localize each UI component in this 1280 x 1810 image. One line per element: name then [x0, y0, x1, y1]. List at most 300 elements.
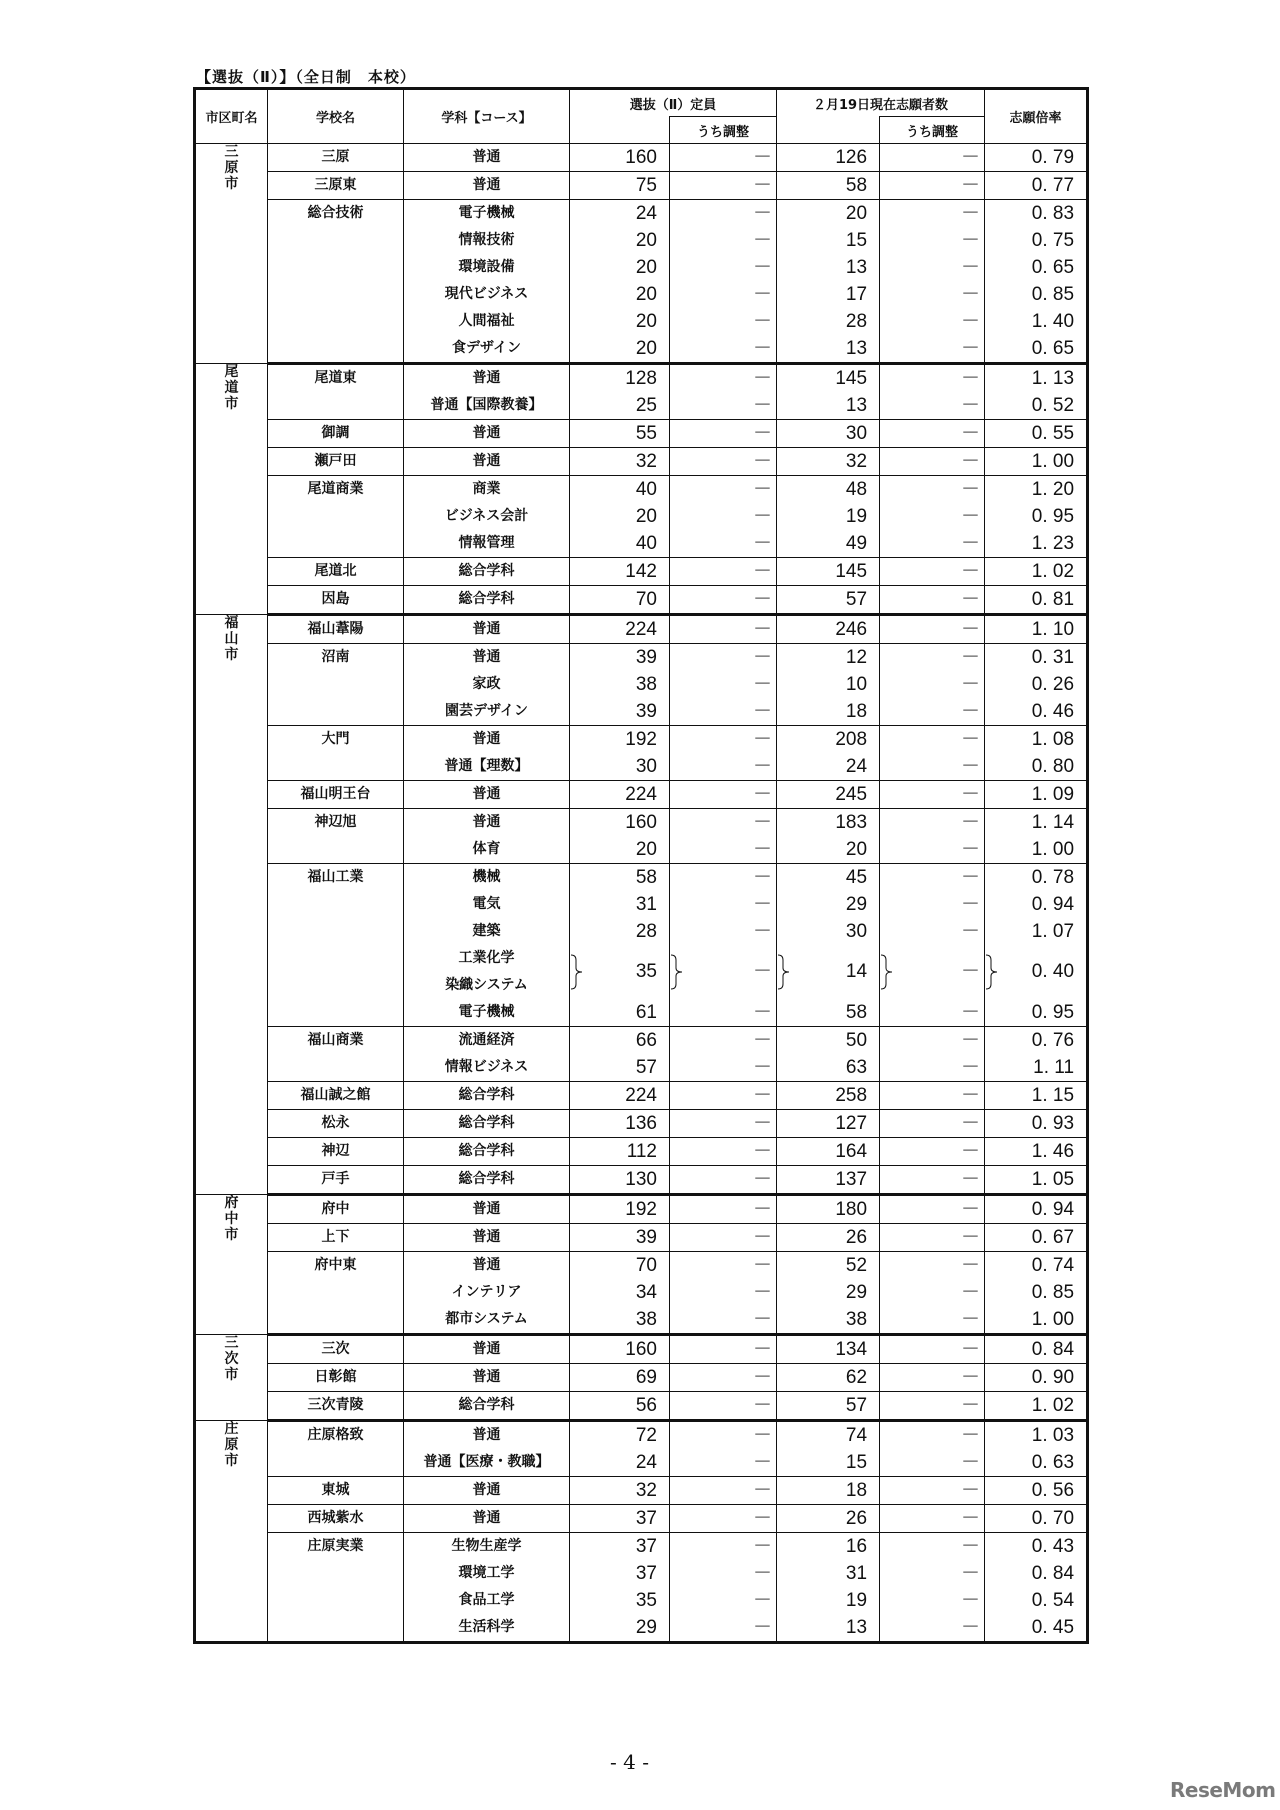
- applicants-adj-cell: [880, 364, 985, 420]
- applicants-adj-cell-value: －: [961, 284, 981, 305]
- applicants-adj-cell-value: －: [961, 1255, 981, 1276]
- school-name: [268, 1027, 404, 1082]
- dept-cell: [404, 781, 570, 809]
- school-row: [195, 781, 1088, 809]
- dept-cell: [404, 1392, 570, 1421]
- applicants-adj-cell-value: －: [961, 257, 981, 278]
- ratio-cell-value: 0. 54: [1031, 1590, 1075, 1611]
- header-ratio: 志願倍率: [985, 89, 1088, 144]
- quota-adj-cell-value: －: [753, 230, 773, 251]
- school-row: [195, 364, 1088, 420]
- school-label: 神辺: [321, 1143, 350, 1159]
- quota-cell-value: 57: [635, 1057, 657, 1078]
- dept-label: 人間福祉: [458, 313, 515, 329]
- dept-cell: [404, 1364, 570, 1392]
- applicants-adj-cell-value: －: [961, 784, 981, 805]
- applicants-cell: [777, 586, 880, 615]
- quota-adj-cell: [670, 1335, 777, 1364]
- ratio-cell-value: 0. 83: [1031, 203, 1075, 224]
- city-char: 市: [224, 1227, 239, 1243]
- quota-cell: [570, 1027, 670, 1082]
- dept-cell: [404, 1110, 570, 1138]
- applicants-adj-cell-value: －: [961, 1617, 981, 1638]
- quota-cell: [570, 809, 670, 864]
- applicants-adj-cell: [880, 1505, 985, 1533]
- dept-label: 家政: [472, 676, 501, 692]
- quota-adj-cell-value: －: [753, 1508, 773, 1529]
- applicants-cell-value: 145: [835, 561, 868, 582]
- school-name: [268, 1533, 404, 1643]
- applicants-adj-cell-value: －: [961, 203, 981, 224]
- city-char: 三: [224, 1335, 239, 1351]
- applicants-cell-value: 74: [845, 1425, 868, 1446]
- dept-label: 普通: [472, 453, 501, 469]
- quota-cell-value: 61: [635, 1002, 657, 1023]
- quota-adj-cell: [670, 864, 777, 1027]
- applicants-cell: [777, 1477, 880, 1505]
- ratio-cell: [985, 1477, 1088, 1505]
- dept-label: 普通: [472, 425, 501, 441]
- ratio-cell: [985, 476, 1088, 558]
- quota-cell-value: 224: [625, 1085, 657, 1106]
- applicants-cell-value: 57: [845, 1395, 868, 1416]
- ratio-cell: [985, 1252, 1088, 1335]
- dept-label: 建築: [472, 923, 501, 939]
- school-label: 沼南: [321, 649, 350, 665]
- quota-cell-value: 142: [625, 561, 657, 582]
- dept-label: 普通: [472, 1427, 501, 1443]
- quota-cell: [570, 1505, 670, 1533]
- quota-adj-cell-value: －: [753, 784, 773, 805]
- quota-adj-cell-value: －: [753, 647, 773, 668]
- ratio-cell: [985, 172, 1088, 200]
- applicants-adj-cell-value: －: [961, 1057, 981, 1078]
- quota-cell-value: 20: [635, 284, 657, 305]
- applicants-cell-value: 16: [845, 1536, 868, 1557]
- quota-adj-cell: [670, 420, 777, 448]
- table-caption: 【選抜（Ⅱ）】（全日制 本校）: [196, 68, 416, 86]
- applicants-cell-value: 180: [835, 1199, 868, 1220]
- applicants-adj-cell-value: －: [961, 894, 981, 915]
- applicants-adj-cell-value: －: [961, 175, 981, 196]
- dept-label: 普通: [472, 1229, 501, 1245]
- applicants-cell: [777, 864, 880, 1027]
- applicants-cell: [777, 1195, 880, 1224]
- dept-label: 総合学科: [458, 563, 515, 579]
- applicants-adj-cell-value: －: [961, 338, 981, 359]
- ratio-cell-value: 0. 94: [1031, 894, 1075, 915]
- dept-label: 普通: [472, 1369, 501, 1385]
- city-char: 市: [224, 176, 239, 192]
- city-char: 原: [224, 1437, 239, 1453]
- quota-adj-cell-value: －: [753, 1395, 773, 1416]
- applicants-cell-value: 17: [845, 284, 868, 305]
- quota-adj-cell: [670, 1195, 777, 1224]
- quota-cell: [570, 586, 670, 615]
- quota-adj-cell-value: －: [753, 1480, 773, 1501]
- school-label: 総合技術: [307, 205, 364, 221]
- applicants-adj-cell: [880, 1195, 985, 1224]
- brace-icon: [670, 954, 684, 990]
- applicants-adj-cell-value: －: [961, 1030, 981, 1051]
- dept-label: 普通: [472, 786, 501, 802]
- applicants-adj-cell: [880, 558, 985, 586]
- quota-adj-cell-value: －: [753, 423, 773, 444]
- quota-adj-cell-value: －: [753, 1169, 773, 1190]
- quota-adj-cell-value: －: [753, 203, 773, 224]
- school-label: 御調: [321, 425, 350, 441]
- school-name: [268, 586, 404, 615]
- applicants-adj-cell-value: －: [961, 756, 981, 777]
- dept-label: 商業: [472, 481, 501, 497]
- applicants-adj-cell: [880, 726, 985, 781]
- header-quota-adj: うち調整: [670, 117, 777, 144]
- quota-adj-cell-value: －: [753, 1282, 773, 1303]
- applicants-cell: [777, 1421, 880, 1477]
- applicants-cell: [777, 1027, 880, 1082]
- quota-cell: [570, 644, 670, 726]
- school-name: [268, 1110, 404, 1138]
- school-name: [268, 615, 404, 644]
- applicants-adj-cell-value: －: [961, 1141, 981, 1162]
- ratio-cell-value: 1. 03: [1031, 1425, 1075, 1446]
- school-name: [268, 1335, 404, 1364]
- dept-label: 電気: [472, 896, 501, 912]
- quota-cell-value: 20: [635, 230, 657, 251]
- applicants-cell-value: 30: [845, 423, 868, 444]
- quota-cell-value: 29: [635, 1617, 657, 1638]
- school-name: [268, 1477, 404, 1505]
- school-name: [268, 200, 404, 364]
- quota-cell: [570, 364, 670, 420]
- quota-cell: [570, 864, 670, 1027]
- admissions-table: [193, 87, 1089, 1644]
- ratio-cell-value: 0. 80: [1031, 756, 1075, 777]
- applicants-adj-cell-value: －: [961, 368, 981, 389]
- header-school: 学校名: [268, 89, 404, 144]
- applicants-cell-value: 28: [845, 311, 868, 332]
- quota-adj-cell-value: －: [753, 1339, 773, 1360]
- school-row: [195, 1195, 1088, 1224]
- quota-cell: [570, 1224, 670, 1252]
- ratio-cell: [985, 200, 1088, 364]
- dept-label: インテリア: [451, 1284, 522, 1300]
- applicants-cell-value: 32: [845, 451, 868, 472]
- ratio-cell: [985, 1195, 1088, 1224]
- school-name: [268, 1166, 404, 1195]
- quota-adj-cell-value: －: [753, 1452, 773, 1473]
- city-char: 道: [224, 380, 239, 396]
- applicants-adj-cell: [880, 1082, 985, 1110]
- quota-cell: [570, 448, 670, 476]
- quota-cell: [570, 1392, 670, 1421]
- applicants-cell: [777, 1082, 880, 1110]
- quota-adj-cell-value: －: [753, 1141, 773, 1162]
- quota-cell-value: 224: [625, 784, 657, 805]
- quota-cell: [570, 1421, 670, 1477]
- dept-cell: [404, 448, 570, 476]
- quota-cell-value: 28: [635, 921, 657, 942]
- quota-cell-value: 70: [635, 1255, 657, 1276]
- applicants-adj-cell-value: －: [961, 1113, 981, 1134]
- applicants-adj-cell: [880, 1166, 985, 1195]
- quota-cell-value: 30: [635, 756, 657, 777]
- ratio-cell-value: 1. 15: [1031, 1085, 1075, 1106]
- dept-cell: [404, 726, 570, 781]
- quota-cell: [570, 558, 670, 586]
- school-name: [268, 1195, 404, 1224]
- quota-cell-value: 66: [635, 1030, 657, 1051]
- dept-cell: [404, 809, 570, 864]
- quota-adj-cell: [670, 364, 777, 420]
- applicants-cell-value: 19: [845, 1590, 868, 1611]
- dept-cell: [404, 1166, 570, 1195]
- quota-cell-value: 20: [635, 257, 657, 278]
- dept-cell: [404, 1505, 570, 1533]
- quota-adj-cell-value: －: [753, 1255, 773, 1276]
- applicants-adj-cell-value: －: [961, 867, 981, 888]
- applicants-adj-cell: [880, 864, 985, 1027]
- quota-adj-cell: [670, 448, 777, 476]
- quota-cell-value: 37: [635, 1508, 657, 1529]
- dept-cell: [404, 476, 570, 558]
- applicants-adj-cell-value: －: [961, 921, 981, 942]
- ratio-cell-value: 1. 00: [1031, 839, 1075, 860]
- quota-cell-value: 56: [635, 1395, 657, 1416]
- applicants-adj-cell: [880, 420, 985, 448]
- ratio-cell: [985, 1027, 1088, 1082]
- quota-cell-value: 130: [625, 1169, 657, 1190]
- quota-cell-value: 31: [635, 894, 657, 915]
- school-row: [195, 420, 1088, 448]
- school-label: 三次青陵: [307, 1397, 364, 1413]
- applicants-cell-value: 49: [845, 533, 868, 554]
- ratio-cell: [985, 644, 1088, 726]
- applicants-adj-cell-value: －: [961, 506, 981, 527]
- applicants-adj-cell-value: －: [961, 230, 981, 251]
- quota-cell-value: 160: [625, 1339, 657, 1360]
- dept-label: 都市システム: [445, 1311, 528, 1327]
- applicants-adj-cell-value: －: [961, 1480, 981, 1501]
- dept-cell: [404, 1224, 570, 1252]
- school-row: [195, 1533, 1088, 1643]
- applicants-cell: [777, 1364, 880, 1392]
- school-label: 瀬戸田: [314, 453, 357, 469]
- dept-label: 染織システム: [445, 977, 528, 993]
- dept-label: 普通: [472, 1201, 501, 1217]
- applicants-cell: [777, 615, 880, 644]
- quota-adj-cell-value: －: [753, 1057, 773, 1078]
- dept-cell: [404, 1082, 570, 1110]
- quota-adj-cell: [670, 1421, 777, 1477]
- school-row: [195, 1477, 1088, 1505]
- quota-cell-value: 75: [635, 175, 657, 196]
- city-char: 原: [224, 160, 239, 176]
- ratio-cell-value: 0. 40: [1031, 961, 1075, 982]
- applicants-adj-cell-value: －: [961, 1425, 981, 1446]
- applicants-cell-value: 15: [845, 1452, 868, 1473]
- quota-adj-cell-value: －: [753, 561, 773, 582]
- school-name: [268, 864, 404, 1027]
- applicants-cell: [777, 476, 880, 558]
- applicants-cell: [777, 144, 880, 172]
- school-name: [268, 448, 404, 476]
- applicants-cell-value: 52: [845, 1255, 868, 1276]
- dept-label: 食デザイン: [451, 340, 522, 356]
- quota-adj-cell-value: －: [753, 756, 773, 777]
- applicants-cell: [777, 781, 880, 809]
- dept-label: 普通: [472, 731, 501, 747]
- dept-label: 情報技術: [458, 232, 515, 248]
- school-label: 上下: [321, 1229, 350, 1245]
- quota-adj-cell-value: －: [753, 729, 773, 750]
- header-quota: 選抜（Ⅱ）定員: [570, 89, 777, 117]
- quota-cell-value: 24: [635, 1452, 657, 1473]
- applicants-adj-cell-value: －: [961, 647, 981, 668]
- dept-label: 総合学科: [458, 1087, 515, 1103]
- dept-cell: [404, 864, 570, 1027]
- city-char: 市: [224, 647, 239, 663]
- school-label: 大門: [321, 731, 350, 747]
- ratio-cell-value: 0. 65: [1031, 257, 1075, 278]
- applicants-cell-value: 137: [835, 1169, 868, 1190]
- city-name: [195, 1421, 268, 1643]
- applicants-cell: [777, 809, 880, 864]
- quota-adj-cell: [670, 1364, 777, 1392]
- dept-cell: [404, 615, 570, 644]
- quota-adj-cell-value: －: [753, 1425, 773, 1446]
- school-label: 松永: [321, 1115, 350, 1131]
- applicants-adj-cell-value: －: [961, 589, 981, 610]
- school-name: [268, 644, 404, 726]
- ratio-cell: [985, 420, 1088, 448]
- applicants-cell-value: 145: [835, 368, 868, 389]
- school-label: 尾道商業: [307, 481, 364, 497]
- dept-label: 普通【国際教養】: [430, 397, 543, 413]
- quota-adj-cell-value: －: [753, 812, 773, 833]
- school-label: 庄原実業: [307, 1538, 364, 1554]
- quota-adj-cell: [670, 781, 777, 809]
- quota-cell-value: 72: [635, 1425, 657, 1446]
- applicants-adj-cell-value: －: [961, 423, 981, 444]
- quota-adj-cell-value: －: [753, 1002, 773, 1023]
- school-row: [195, 1082, 1088, 1110]
- quota-cell-value: 39: [635, 647, 657, 668]
- quota-cell-value: 70: [635, 589, 657, 610]
- ratio-cell-value: 0. 26: [1031, 674, 1075, 695]
- applicants-cell: [777, 448, 880, 476]
- school-label: 庄原格致: [307, 1427, 364, 1443]
- quota-adj-cell-value: －: [753, 451, 773, 472]
- school-row: [195, 644, 1088, 726]
- dept-label: 普通: [472, 1510, 501, 1526]
- dept-cell: [404, 558, 570, 586]
- dept-cell: [404, 1335, 570, 1364]
- ratio-cell-value: 0. 74: [1031, 1255, 1075, 1276]
- applicants-adj-cell-value: －: [961, 395, 981, 416]
- quota-cell-value: 69: [635, 1367, 657, 1388]
- ratio-cell-value: 0. 85: [1031, 1282, 1075, 1303]
- city-name: [195, 364, 268, 615]
- dept-label: 総合学科: [458, 591, 515, 607]
- quota-cell-value: 128: [625, 368, 657, 389]
- dept-cell: [404, 586, 570, 615]
- applicants-adj-cell: [880, 1252, 985, 1335]
- applicants-adj-cell: [880, 1335, 985, 1364]
- quota-adj-cell-value: －: [753, 506, 773, 527]
- quota-adj-cell-value: －: [753, 1199, 773, 1220]
- quota-cell-value: 39: [635, 1227, 657, 1248]
- ratio-cell-value: 0. 43: [1031, 1536, 1075, 1557]
- ratio-cell: [985, 1082, 1088, 1110]
- applicants-adj-cell: [880, 1110, 985, 1138]
- applicants-cell-value: 45: [845, 867, 868, 888]
- school-name: [268, 558, 404, 586]
- applicants-adj-cell: [880, 781, 985, 809]
- ratio-cell-value: 0. 56: [1031, 1480, 1075, 1501]
- table-body: [195, 144, 1088, 1643]
- ratio-cell-value: 0. 70: [1031, 1508, 1075, 1529]
- dept-cell: [404, 1138, 570, 1166]
- dept-label: 情報ビジネス: [444, 1059, 529, 1075]
- ratio-cell-value: 1. 08: [1031, 729, 1075, 750]
- applicants-cell-value: 48: [845, 479, 868, 500]
- quota-adj-cell-value: －: [753, 479, 773, 500]
- dept-label: 総合学科: [458, 1397, 515, 1413]
- quota-adj-cell: [670, 1082, 777, 1110]
- dept-label: 生物生産学: [451, 1538, 522, 1554]
- quota-adj-cell-value: －: [753, 1227, 773, 1248]
- school-label: 福山工業: [307, 869, 364, 885]
- school-row: [195, 1335, 1088, 1364]
- quota-cell: [570, 1364, 670, 1392]
- applicants-cell-value: 246: [835, 619, 868, 640]
- applicants-adj-cell-value: －: [961, 1367, 981, 1388]
- dept-label: 環境工学: [458, 1565, 515, 1581]
- applicants-cell-value: 14: [845, 961, 868, 982]
- quota-cell: [570, 615, 670, 644]
- applicants-cell-value: 18: [845, 1480, 868, 1501]
- applicants-cell-value: 15: [845, 230, 868, 251]
- quota-adj-cell-value: －: [753, 395, 773, 416]
- applicants-cell: [777, 364, 880, 420]
- quota-adj-cell: [670, 200, 777, 364]
- ratio-cell: [985, 558, 1088, 586]
- quota-cell-value: 136: [625, 1113, 657, 1134]
- quota-cell: [570, 1110, 670, 1138]
- applicants-cell: [777, 1252, 880, 1335]
- quota-cell-value: 38: [635, 1309, 657, 1330]
- applicants-adj-cell: [880, 1027, 985, 1082]
- quota-adj-cell-value: －: [753, 1563, 773, 1584]
- dept-label: 総合学科: [458, 1143, 515, 1159]
- quota-cell-value: 37: [635, 1536, 657, 1557]
- school-label: 三次: [321, 1341, 350, 1357]
- applicants-cell-value: 13: [845, 257, 868, 278]
- school-label: 因島: [321, 591, 350, 607]
- school-row: [195, 200, 1088, 364]
- ratio-cell-value: 1. 14: [1031, 812, 1075, 833]
- dept-label: 普通: [472, 1341, 501, 1357]
- ratio-cell-value: 0. 52: [1031, 395, 1075, 416]
- applicants-adj-cell-value: －: [961, 701, 981, 722]
- dept-cell: [404, 1027, 570, 1082]
- applicants-adj-cell: [880, 1533, 985, 1643]
- quota-adj-cell: [670, 1505, 777, 1533]
- ratio-cell: [985, 1421, 1088, 1477]
- school-row: [195, 586, 1088, 615]
- table-header: [195, 89, 1088, 144]
